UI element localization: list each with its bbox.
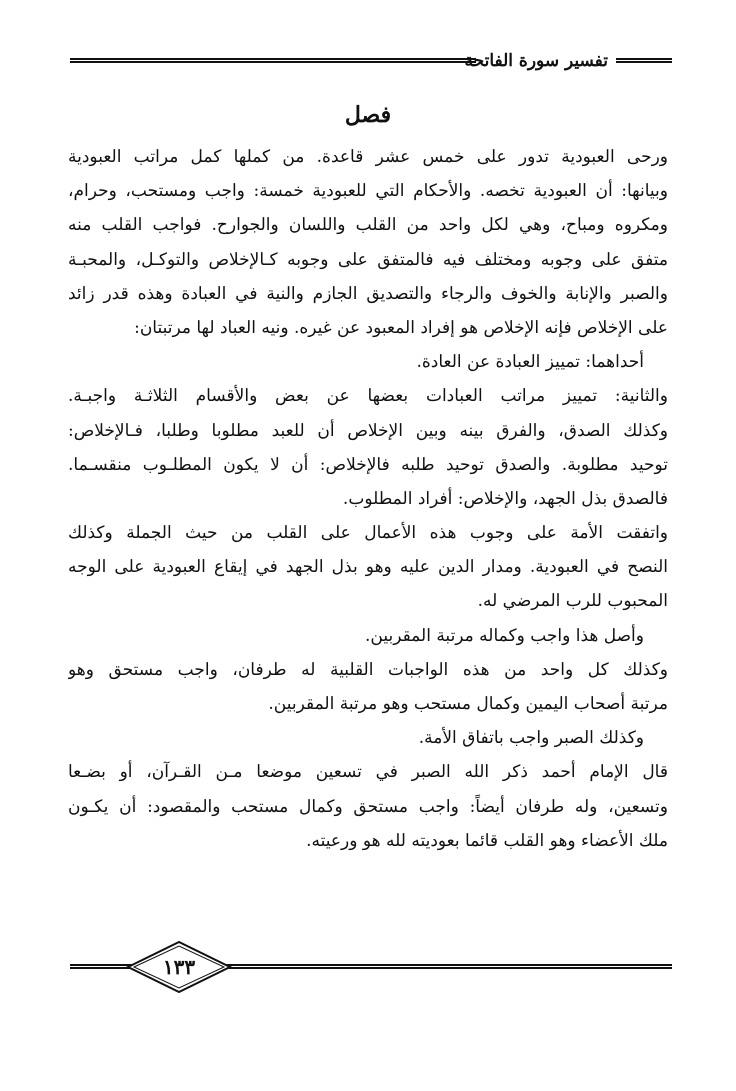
text-line: المحبوب للرب المرضي له. xyxy=(477,591,668,612)
text-line: واتفقت الأمة على وجوب هذه الأعمال على القلب من حيث الجملة وكذلك xyxy=(68,523,668,544)
page-number: ١٣٣ xyxy=(162,955,196,979)
section-heading: فصل xyxy=(344,102,392,128)
text-line: أحداهما: تمييز العبادة عن العادة. xyxy=(416,352,644,373)
page-footer xyxy=(70,940,672,996)
text-line: ومكروه ومباح، وهي لكل واحد من القلب واللسان والجوارح. فواجب القلب منه xyxy=(68,215,668,236)
text-line: وكذلك الصبر واجب باتفاق الأمة. xyxy=(418,728,644,749)
text-line: متفق على وجوبه ومختلف فيه فالمتفق على وجوبه كـالإخلاص والتوكـل، والمحبـة xyxy=(68,249,668,270)
text-line: وكذلك الصدق، والفرق بينه وبين الإخلاص أن للعبد مطلوبا وطلبا، فـالإخلاص: xyxy=(68,420,668,441)
running-header-title: تفسير سورة الفاتحة xyxy=(464,51,608,71)
text-line: والثانية: تمييز مراتب العبادات بعضها عن بعض والأقسام الثلاثـة واجبـة. xyxy=(68,386,668,407)
text-line: وبيانها: أن العبودية تخصه. والأحكام التي للعبودية خمسة: واجب ومستحب، وحرام، xyxy=(68,181,668,202)
text-line: ورحى العبودية تدور على خمس عشر قاعدة. من كملها كمل مراتب العبودية xyxy=(68,147,668,167)
text-line: وتسعين، وله طرفان أيضاً: واجب مستحق وكمال مستحب والمقصود: أن يكـون xyxy=(68,796,668,817)
text-line: مرتبة أصحاب اليمين وكمال مستحب وهو مرتبة المقربين. xyxy=(268,694,668,714)
text-line: وأصل هذا واجب وكماله مرتبة المقربين. xyxy=(365,625,644,646)
body-text xyxy=(68,140,668,858)
running-header xyxy=(70,48,672,74)
text-line: قال الإمام أحمد ذكر الله الصبر في تسعين موضعا مـن القـرآن، أو بضـعا xyxy=(68,762,668,783)
text-line: توحيد مطلوبة. والصدق توحيد طلبه فالإخلاص: أن لا يكون المطلـوب منقسـما. xyxy=(68,454,668,475)
text-line: فالصدق بذل الجهد، والإخلاص: أفراد المطلوب. xyxy=(342,488,668,509)
text-line: على الإخلاص فإنه الإخلاص هو إفراد المعبود عن غيره. ونيه العباد لها مرتبتان: xyxy=(134,317,668,338)
header-rule-right xyxy=(616,58,672,63)
text-line: والصبر والإنابة والخوف والرجاء والتصديق الجازم والنية في العبادة وهذه قدر زائد xyxy=(68,283,668,304)
text-line: وكذلك كل واحد من هذه الواجبات القلبية له طرفان، واجب مستحق وهو xyxy=(68,659,668,680)
header-rule-left xyxy=(70,58,476,63)
text-line: ملك الأعضاء وهو القلب قائما بعوديته لله هو ورعيته. xyxy=(306,830,668,851)
text-line: النصح في العبودية. ومدار الدين عليه وهو بذل الجهد في إيقاع العبودية على الوجه xyxy=(68,557,668,578)
footer-rule-right xyxy=(258,964,672,969)
